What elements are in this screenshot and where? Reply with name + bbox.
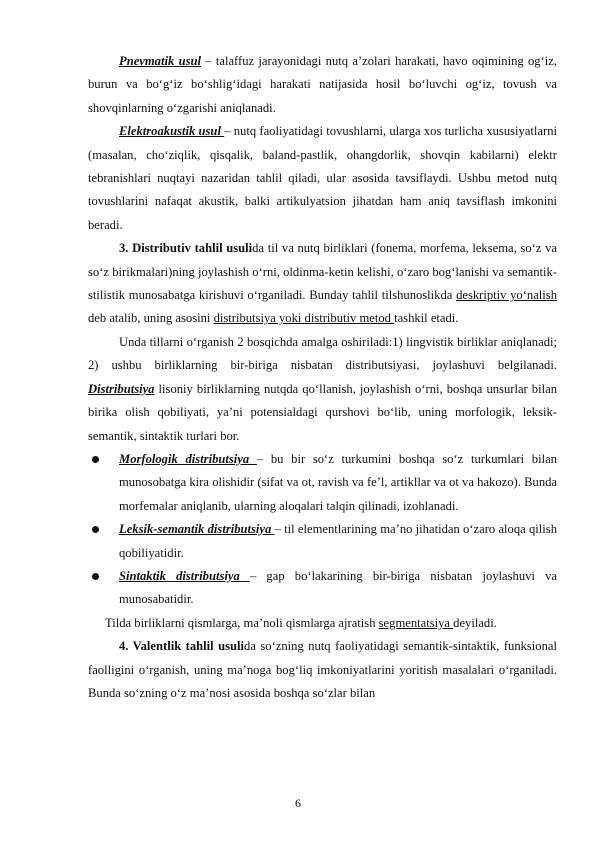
- bullet-dot-icon: [92, 526, 99, 533]
- list-item-text: – til elementlarining ma’no jihatidan o‘zaro aloqa qilish qobiliyatidir.: [119, 522, 557, 560]
- term-pnevmatik-usul: Pnevmatik usul: [119, 54, 201, 68]
- term-leksik-semantik-distributsiya: Leksik-semantik distributsiya: [119, 522, 275, 537]
- paragraph-text: Tilda birliklarni qismlarga, ma’noli qismlarga ajratish: [105, 615, 379, 630]
- paragraph-distributiv: [88, 237, 557, 331]
- term-morfologik-distributsiya: Morfologik distributsiya: [119, 451, 257, 466]
- paragraph-text: – nutq faoliyatidagi tovushlarni, ularga xos turlicha xususiyatlarni (masalan, cho‘ziqlik, qisqalik, baland-pastlik, ohangdorlik, shovqin kabilarni) elektr tebranishlari nuqtayi nazaridan tahlil qiladi, ular asosida tavsiflaydi. Ushbu metod nutq tovushlarini nafaqat akustik, balki artikulyatsion jihatdan ham aniq tavsiflash imkonini beradi.: [88, 124, 557, 232]
- paragraph-text: deb atalib, uning asosini: [88, 311, 214, 326]
- paragraph-text: – talaffuz jarayonidagi nutq a’zolari harakati, havo oqimining og‘iz, burun va bo‘g‘iz bo‘shlig‘idagi harakati natijasida hosil bo‘luvchi og‘iz, tovush va shovqinlarning o‘zgarishi aniqlanadi.: [88, 54, 557, 115]
- term-distributsiya: Distributsiya: [88, 381, 155, 396]
- term-sintaktik-distributsiya: Sintaktik distributsiya: [119, 568, 250, 583]
- paragraph-text: Unda tillarni o‘rganish 2 bosqichda amalga oshiriladi:1) lingvistik birliklar aniqlanadi; 2) ushbu birliklarning bir-biriga nisbatan distributsiyasi, joylashuvi belgilanadi.: [88, 334, 557, 373]
- paragraph-text: tashkil etadi.: [394, 311, 459, 326]
- bullet-dot-icon: [92, 456, 99, 463]
- paragraph-text: lisoniy birliklarning nutqda qo‘llanish, joylashish o‘rni, boshqa unsurlar bilan birika olish qobiliyati, ya’ni potensialdagi qurshovi bo‘lib, uning morfologik, leksik-semantik, sintaktik turlari bor.: [88, 381, 557, 443]
- paragraph-text: da so‘zning nutq faoliyatidagi semantik-sintaktik, funksional faolligini o‘rganish, uning ma’noga bog‘liq imkoniyatlarini yoritish masalalari o‘rganiladi. Bunda so‘zning o‘z ma’nosi asosida boshqa so‘zlar bilan: [88, 639, 557, 700]
- bullet-dot-icon: [92, 573, 99, 580]
- term-deskriptiv-yonalish: deskriptiv yo‘nalish: [456, 288, 557, 303]
- paragraph-pnevmatik: [88, 50, 557, 120]
- term-elektroakustik-usul: Elektroakustik usul: [119, 124, 225, 139]
- list-item: [88, 565, 557, 612]
- list-item-text: – gap bo‘lakarining bir-biriga nisbatan joylashuvi va munosabatidir.: [119, 568, 558, 607]
- list-item: [88, 518, 557, 565]
- page-number: 6: [295, 796, 301, 810]
- paragraph-valentlik: [88, 635, 557, 705]
- paragraph-elektroakustik: [88, 120, 557, 237]
- paragraph-tilda: [88, 612, 557, 635]
- document-page: [88, 50, 557, 705]
- paragraph-tillarni: [88, 331, 557, 448]
- list-item-text: – bu bir so‘z turkumini boshqa so‘z turkumlari bilan munosobatga kira olishidir (sifat va ot, ravish va fe’l, artikllar va ot va hakozo). Bunda morfemalar aniqlanib, ularning aloqalari talqin qilinadi, izohlanadi.: [119, 451, 557, 513]
- term-segmentatsiya: segmentatsiya: [378, 615, 454, 630]
- bullet-list: [88, 448, 557, 612]
- term-distributiv-metod: distributsiya yoki distributiv metod: [213, 311, 395, 326]
- list-item: [88, 448, 557, 518]
- paragraph-text: da til va nutq birliklari (fonema, morfema, leksema, so‘z va so‘z birikmalari)ning joylashish o‘rni, oldinma-ketin kelishi, o‘zaro bog‘lanishi va semantik-stilistik munosabatga kirishuvi o‘rganiladi. Bunday tahlil tilshunoslikda: [88, 241, 557, 303]
- heading-valentlik-tahlil: 4. Valentlik tahlil usuli: [119, 639, 245, 654]
- paragraph-text: deyiladi.: [453, 615, 497, 630]
- heading-distributiv-tahlil: 3. Distributiv tahlil usuli: [119, 241, 253, 256]
